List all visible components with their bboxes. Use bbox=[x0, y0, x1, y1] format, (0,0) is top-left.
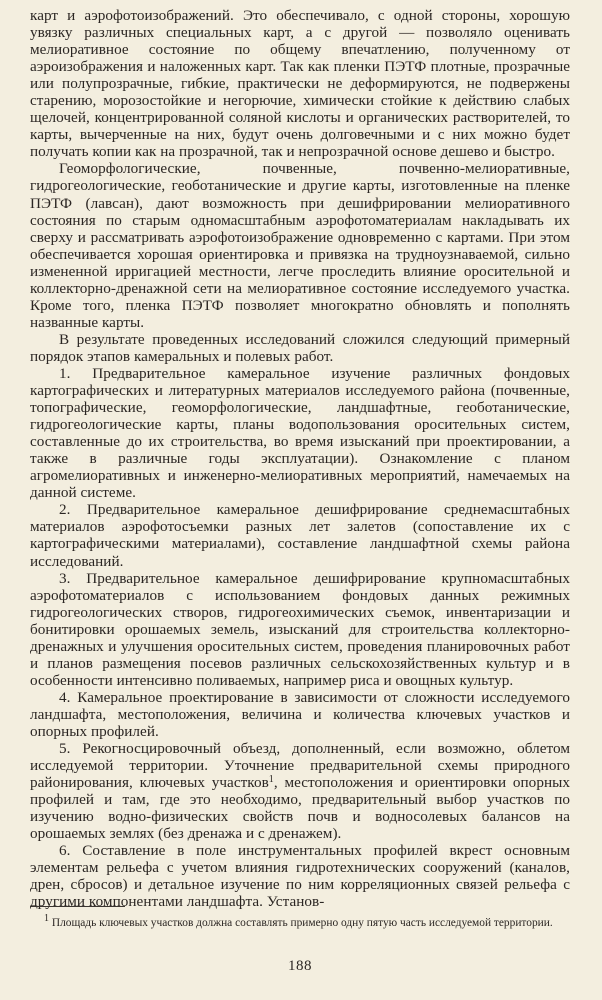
footnote-text bbox=[30, 913, 570, 930]
list-item-2: 2. Предварительное камеральное дешифрирование среднемасштабных материалов аэрофотосъемки разных лет залетов (сопоставление их с картографическими материалами), составление ландшафтной схемы района исследований. bbox=[30, 501, 570, 570]
page-number: 188 bbox=[288, 958, 312, 974]
list-item-3: 3. Предварительное камеральное дешифрирование крупномасштабных аэрофотоматериалов с использованием фондовых данных режимных гидрогеологических створов, гидрогеохимических съемок, инвентаризации и бонитировки орошаемых земель, изысканий для строительства коллекторно-дренажных и улучшения оросительных систем, проведения планировочных работ и планов размещения посевов различных сельскохозяйственных культур и в особенности интенсивно поливаемых, например риса и овощных культур. bbox=[30, 569, 570, 689]
footnote-divider bbox=[30, 906, 125, 907]
list-item-5-start: 5. Рекогносцировочный объезд, дополненный, если возможно, облетом исследуемой территории. Уточнение предварительной схемы природного районирования, ключевых участков bbox=[30, 740, 570, 792]
list-item-5-end: , местоположения и ориентировки опорных профилей и там, где это необходимо, предварительный выбор участков по изучению водно-физических свойств почв и водносолевых балансов на орошаемых землях (без дренажа и с дренажем). bbox=[30, 774, 570, 843]
footnote-body: Площадь ключевых участков должна составлять примерно одну пятую часть исследуемой территории. bbox=[51, 917, 553, 929]
list-item-4: 4. Камеральное проектирование в зависимости от сложности исследуемого ландшафта, местоположения, величина и количества ключевых участков и опорных профилей. bbox=[30, 688, 570, 740]
paragraph-continued: карт и аэрофотоизображений. Это обеспечивало, с одной стороны, хорошую увязку различных специальных карт, а с другой — позволяло оценивать мелиоративное состояние по общему впечатлению, полученному от аэроизображения и наложенных карт. Так как пленки ПЭТФ плотные, прозрачные или полупрозрачные, гибкие, практически не деформируются, не подвержены старению, морозостойкие и негорючие, химически стойкие к действию слабых щелочей, концентрированной соляной кислоты и органических растворителей, то карты, вычерченные на них, будут очень долговечными и с них можно будет получать копии как на прозрачной, так и непрозрачной основе дешево и быстро. bbox=[30, 7, 570, 161]
book-page bbox=[30, 0, 570, 1000]
body-text bbox=[30, 7, 570, 910]
list-item-5 bbox=[30, 740, 570, 842]
footnote-mark: 1 bbox=[44, 913, 49, 924]
list-item-1: 1. Предварительное камеральное изучение различных фондовых картографических и литературных материалов исследуемого района (почвенные, топографические, геоморфологические, ландшафтные, геоботанические, гидрогеологические карты, планы водопользования оросительных систем, составленные до их строительства, во время изысканий при проектировании, а также в различные годы эксплуатации). Ознакомление с планом агромелиоративных и инженерно-мелиоративных мероприятий, намечаемых на данной системе. bbox=[30, 364, 570, 502]
list-item-6: 6. Составление в поле инструментальных профилей вкрест основным элементам рельефа с учетом влияния гидротехнических сооружений (каналов, дрен, сбросов) и детальное изучение по ним корреляционных связей рельефа с другими компонентами ландшафта. Установ- bbox=[30, 842, 570, 911]
paragraph-maps-on-film: Геоморфологические, почвенные, почвенно-мелиоративные, гидрогеологические, геоботанические и другие карты, изготовленные на пленке ПЭТФ (лавсан), дают возможность при дешифрировании мелиоративного состояния по старым одномасштабным аэрофотоматериалам накладывать их сверху и рассматривать аэрофотоизображение одновременно с картами. При этом обеспечивается хорошая ориентировка и привязка на трудноузнаваемой, сильно измененной ирригацией местности, легче проследить влияние оросительной и коллекторно-дренажной сети на мелиоративное состояние исследуемого участка. Кроме того, пленка ПЭТФ позволяет многократно обновлять и пополнять названные карты. bbox=[30, 160, 570, 331]
footnote-reference: 1 bbox=[268, 774, 274, 786]
paragraph-work-order-intro: В результате проведенных исследований сложился следующий примерный порядок этапов камеральных и полевых работ. bbox=[30, 330, 570, 365]
footnote bbox=[30, 913, 570, 930]
